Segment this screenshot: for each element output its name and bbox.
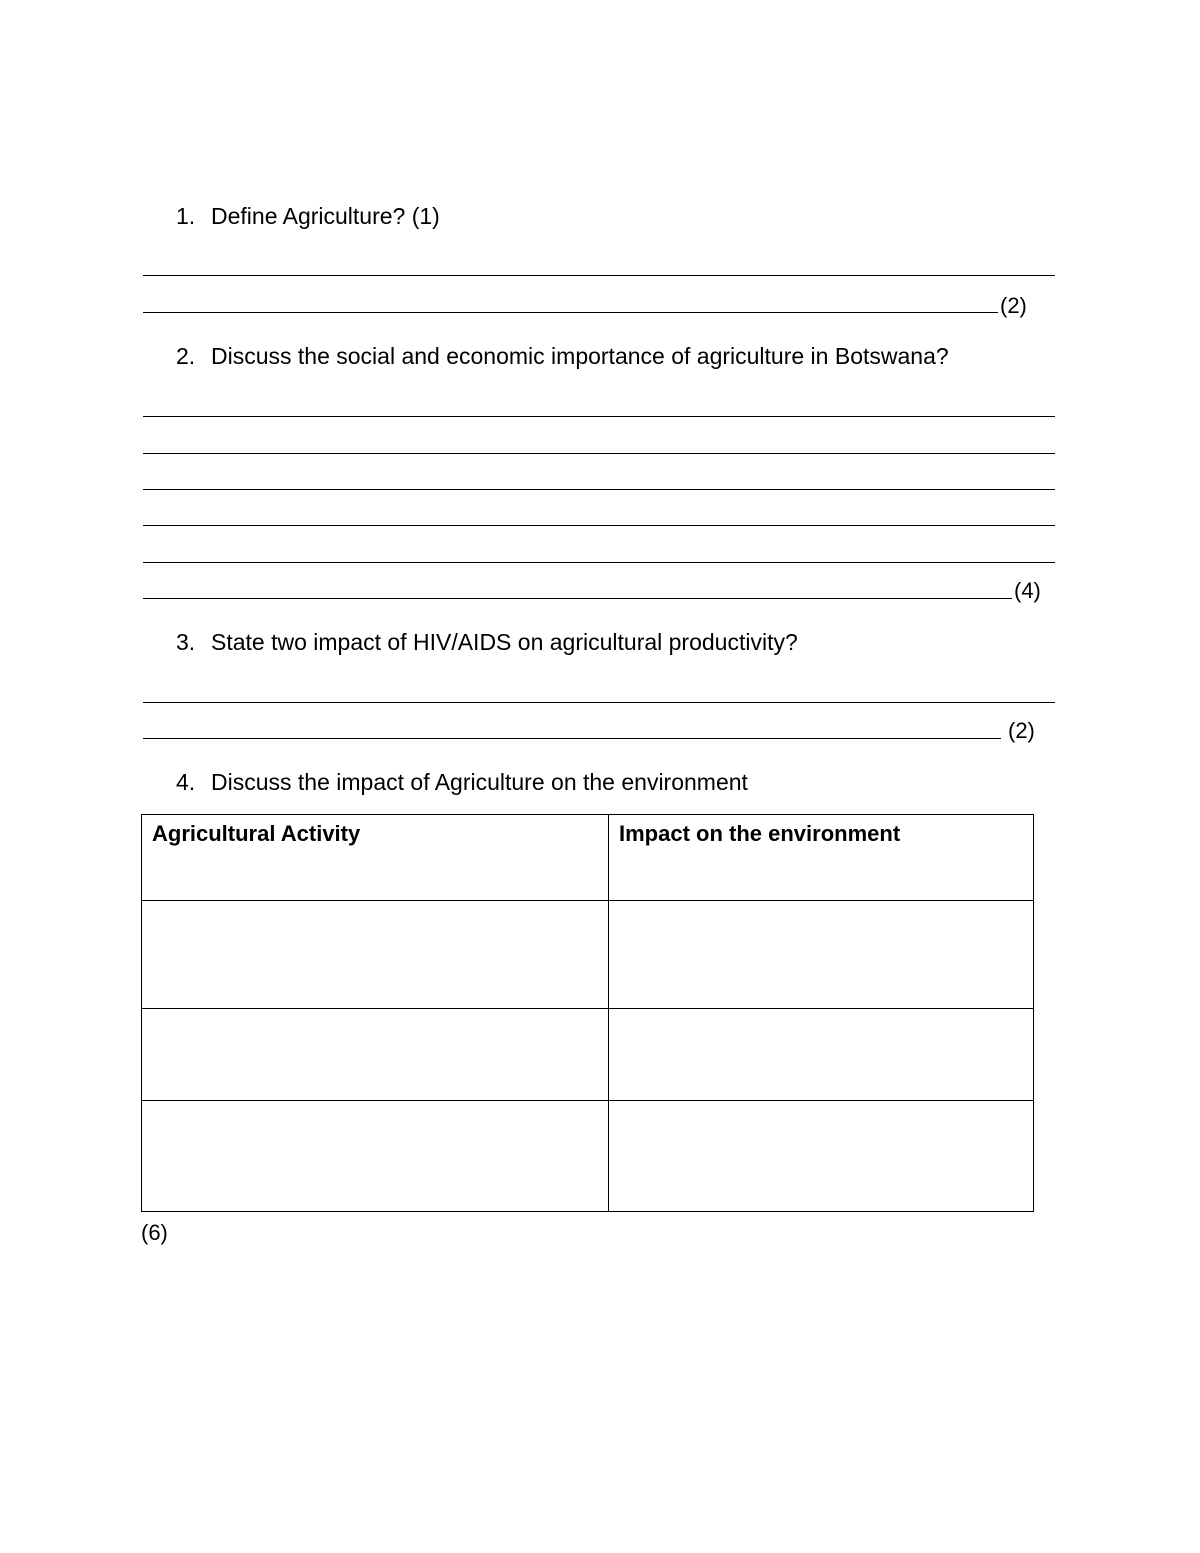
question-1-marks: (2)	[1000, 293, 1027, 318]
question-2	[176, 342, 949, 370]
question-1	[176, 202, 440, 230]
question-3-text: State two impact of HIV/AIDS on agricultural productivity?	[211, 629, 798, 655]
answer-line[interactable]	[143, 702, 1055, 703]
header-impact-on-environment: Impact on the environment	[609, 815, 1034, 901]
question-2-number: 2.	[176, 343, 196, 369]
header-agricultural-activity: Agricultural Activity	[142, 815, 609, 901]
question-3-number: 3.	[176, 629, 196, 655]
answer-line[interactable]	[143, 312, 998, 313]
answer-line[interactable]	[143, 275, 1055, 276]
activity-cell[interactable]	[142, 901, 609, 1009]
activity-cell[interactable]	[142, 1009, 609, 1101]
answer-line[interactable]	[143, 738, 1001, 739]
environment-impact-table	[141, 814, 1034, 1212]
question-4	[176, 768, 748, 796]
activity-cell[interactable]	[142, 1101, 609, 1212]
impact-cell[interactable]	[609, 901, 1034, 1009]
question-1-number: 1.	[176, 203, 196, 229]
question-4-text: Discuss the impact of Agriculture on the environment	[211, 769, 748, 795]
impact-cell[interactable]	[609, 1009, 1034, 1101]
question-3	[176, 628, 798, 656]
table-row	[142, 1009, 1034, 1101]
question-1-text: Define Agriculture? (1)	[211, 203, 440, 229]
question-2-marks: (4)	[1014, 578, 1041, 603]
question-2-text: Discuss the social and economic importance of agriculture in Botswana?	[211, 343, 949, 369]
question-4-marks: (6)	[141, 1220, 168, 1245]
answer-line[interactable]	[143, 416, 1055, 417]
answer-line[interactable]	[143, 562, 1055, 563]
table-header-row	[142, 815, 1034, 901]
question-4-number: 4.	[176, 769, 196, 795]
question-3-marks: (2)	[1008, 718, 1035, 743]
table-row	[142, 901, 1034, 1009]
answer-line[interactable]	[143, 489, 1055, 490]
answer-line[interactable]	[143, 453, 1055, 454]
table-row	[142, 1101, 1034, 1212]
answer-line[interactable]	[143, 598, 1012, 599]
impact-cell[interactable]	[609, 1101, 1034, 1212]
answer-line[interactable]	[143, 525, 1055, 526]
